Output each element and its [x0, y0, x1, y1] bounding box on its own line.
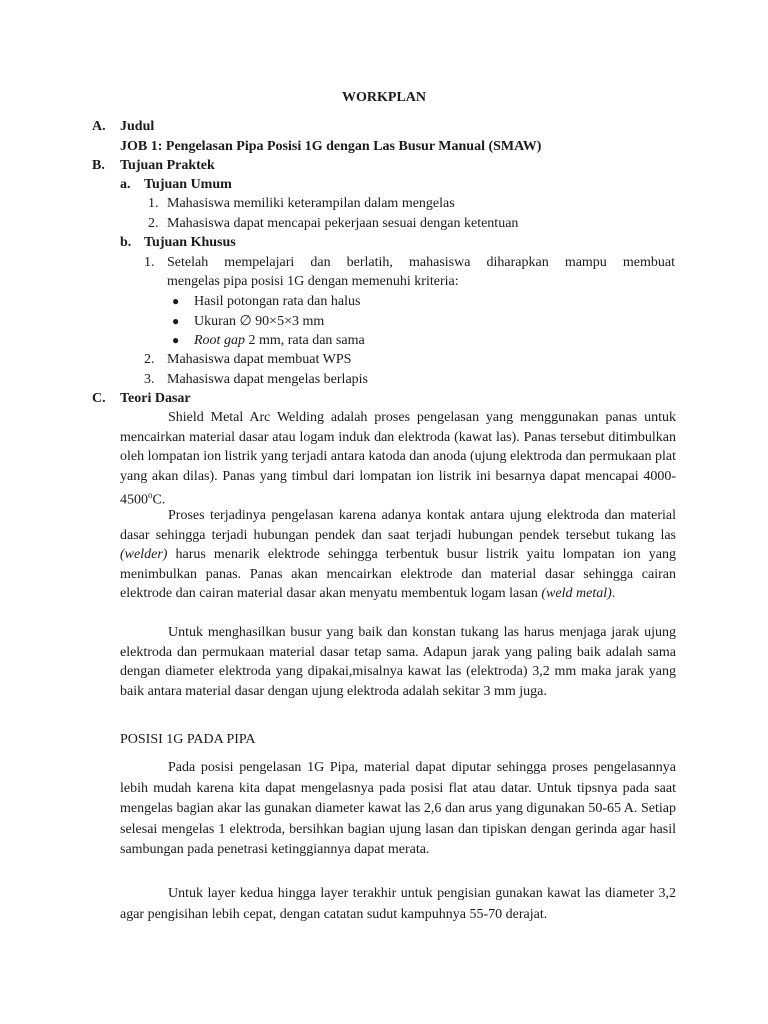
paragraph-smaw — [120, 408, 676, 510]
list-item-line: Setelah mempelajari dan berlatih, mahasiswa diharapkan mampu membuat — [167, 255, 675, 270]
section-b-heading: Tujuan Praktek — [120, 158, 215, 173]
page-title: WORKPLAN — [342, 90, 426, 105]
sub-a-marker: a. — [120, 177, 131, 192]
paragraph-proses — [120, 506, 676, 604]
weld-metal-term: (weld metal) — [541, 586, 612, 601]
root-gap-rest: 2 mm, rata dan sama — [244, 333, 365, 348]
sub-a-heading: Tujuan Umum — [144, 177, 232, 192]
bullet-icon: ● — [172, 333, 180, 347]
list-item: Mahasiswa dapat membuat WPS — [167, 352, 352, 367]
bullet-icon: ● — [172, 314, 180, 328]
list-item: Mahasiswa memiliki keterampilan dalam mengelas — [167, 196, 455, 211]
list-number: 1. — [148, 196, 159, 211]
paragraph-text: Shield Metal Arc Welding adalah proses pengelasan yang menggunakan panas untuk mencairkan material dasar atau logam induk dan elektroda (kawat las). Panas tersebut ditimbulkan oleh lompatan ion listrik yang terjadi antara katoda dan anoda (ujung elektroda dan permukaan plat yang akan dilas). Panas yang timbul dari lompatan ion listrik ini besarnya dapat mencapai 4000-4500 — [120, 410, 676, 508]
paragraph-posisi: Pada posisi pengelasan 1G Pipa, material dapat diputar sehingga proses pengelasannya lebih mudah karena kita dapat mengelasnya pada posisi flat atau datar. Untuk tipsnya pada saat mengelas bagian akar las gunakan diameter kawat las 2,6 dan arus yang digunakan 50-65 A. Setiap selesai mengelas 1 elektroda, bersihkan bagian ujung lasan dan tipiskan dengan gerinda agar hasil sambungan pada penetrasi ketinggiannya dapat merata. — [120, 760, 676, 857]
paragraph-text: Proses terjadinya pengelasan karena adanya kontak antara ujung elektroda dan material dasar sehingga terjadi hubungan pendek dan saat terjadi hubungan pendek tersebut tukang las — [120, 508, 676, 543]
section-c-marker: C. — [92, 391, 106, 406]
superscript: o — [148, 490, 153, 500]
section-a-marker: A. — [92, 119, 106, 134]
paragraph-busur: Untuk menghasilkan busur yang baik dan konstan tukang las harus menjaga jarak ujung elektroda dan permukaan material dasar tetap sama. Adapun jarak yang paling baik adalah sama dengan diameter elektroda yang dipakai,misalnya kawat las (elektroda) 3,2 mm maka jarak yang baik antara material dasar dengan ujung elektroda adalah sekitar 3 mm juga. — [120, 625, 676, 699]
list-number: 2. — [144, 352, 155, 367]
list-item: Mahasiswa dapat mencapai pekerjaan sesuai dengan ketentuan — [167, 216, 519, 231]
posisi-heading: POSISI 1G PADA PIPA — [120, 732, 256, 747]
sub-b-heading: Tujuan Khusus — [144, 235, 236, 250]
sub-b-marker: b. — [120, 235, 132, 250]
section-b-marker: B. — [92, 158, 105, 173]
paragraph-text: harus menarik elektrode sehingga terbentuk busur listrik yaitu lompatan ion yang menimbulkan panas. Panas akan mencairkan elektrode dan material dasar sehingga cairan elektrode dan cairan material dasar akan menyatu membentuk logam lasan — [120, 547, 676, 601]
section-a-heading: Judul — [120, 119, 155, 134]
list-number: 3. — [144, 372, 155, 387]
list-number: 1. — [144, 255, 155, 270]
root-gap-term: Root gap — [194, 333, 245, 348]
paragraph-text: C. — [152, 492, 166, 508]
bullet-item — [194, 331, 365, 351]
bullet-icon: ● — [172, 294, 180, 308]
list-number: 2. — [148, 216, 159, 231]
job-title: JOB 1: Pengelasan Pipa Posisi 1G dengan Las Busur Manual (SMAW) — [120, 139, 542, 154]
list-item-line: mengelas pipa posisi 1G dengan memenuhi kriteria: — [167, 274, 459, 289]
paragraph-layer: Untuk layer kedua hingga layer terakhir untuk pengisian gunakan kawat las diameter 3,2 agar pengisihan lebih cepat, dengan catatan sudut kampuhnya 55-70 derajat. — [120, 886, 676, 922]
bullet-item: Hasil potongan rata dan halus — [194, 294, 361, 309]
paragraph-text: . — [611, 586, 616, 601]
section-c-heading: Teori Dasar — [120, 391, 191, 406]
list-item: Mahasiswa dapat mengelas berlapis — [167, 372, 368, 387]
bullet-item: Ukuran ∅ 90×5×3 mm — [194, 314, 325, 329]
welder-term: (welder) — [120, 547, 168, 562]
